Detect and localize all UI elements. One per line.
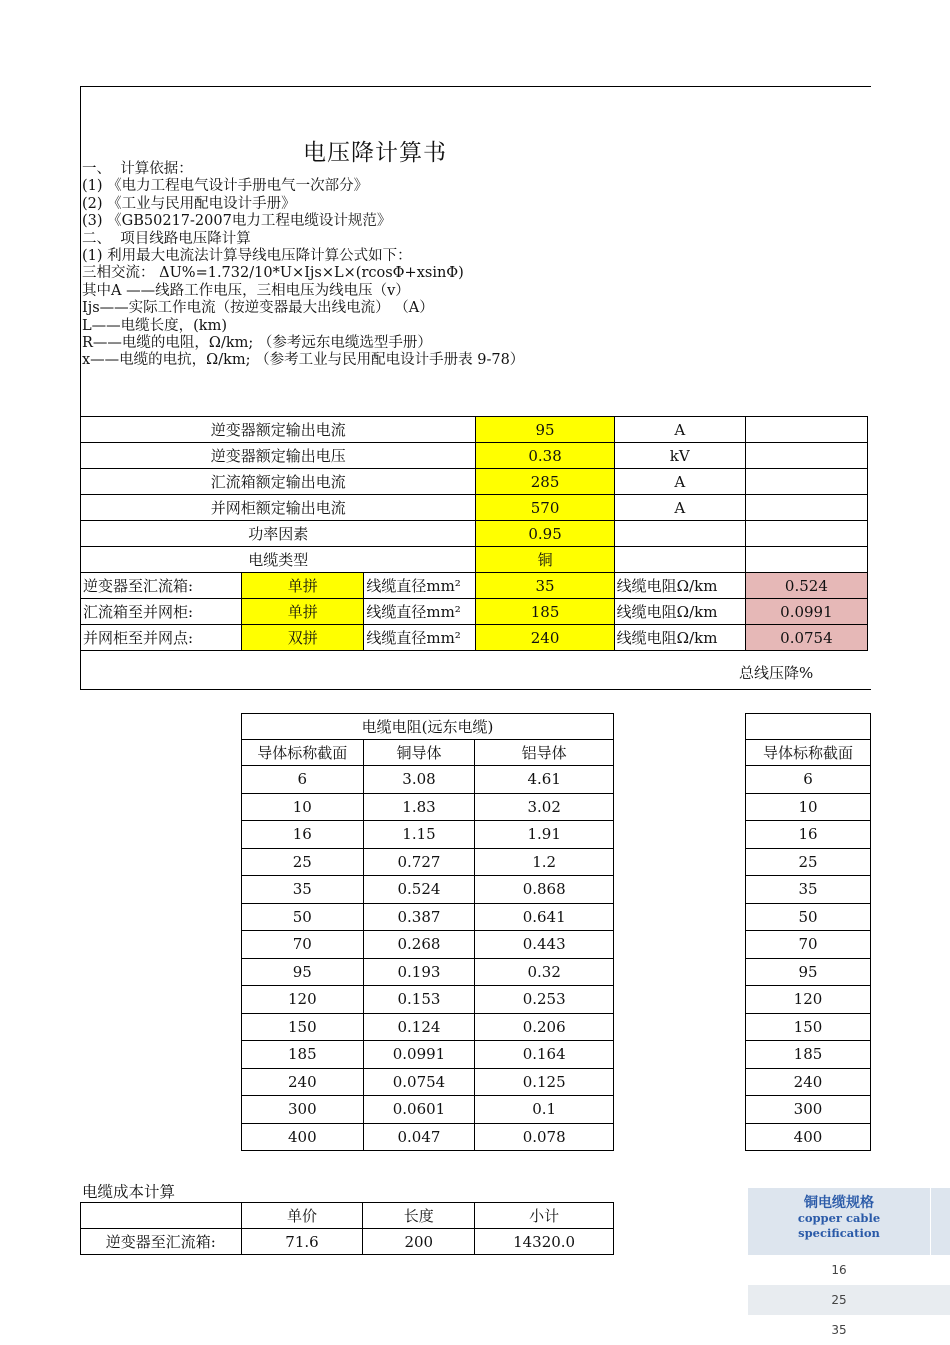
page-title: 电压降计算书 [303,140,447,166]
table-row [746,931,871,959]
second-cell: 300 [746,1096,871,1124]
parameter-table [80,416,868,651]
table-row [746,1123,871,1151]
spec-row-side [930,1315,950,1345]
resistance-cell: 3.02 [475,793,614,821]
param-empty [745,521,867,547]
resistance-cell: 0.868 [475,876,614,904]
description-line: x——电缆的电抗，Ω/km; （参考工业与民用配电设计手册表 9-78） [82,352,525,369]
resistance-header: 导体标称截面 [242,740,364,766]
segment-mode: 单拼 [242,599,364,625]
second-cell: 50 [746,903,871,931]
second-cell: 120 [746,986,871,1014]
param-empty [745,547,867,573]
cost-header [81,1203,242,1229]
second-cell: 10 [746,793,871,821]
table-row [242,903,614,931]
param-value: 570 [476,495,614,521]
resistance-cell: 6 [242,766,364,794]
resistance-cell: 70 [242,931,364,959]
resistance-cell: 0.047 [363,1123,475,1151]
description-line: R——电缆的电阻，Ω/km; （参考远东电缆选型手册） [82,335,432,352]
cost-cell: 200 [363,1229,475,1255]
spec-title-cn: 铜电缆规格 [804,1195,874,1211]
cost-cell: 逆变器至汇流箱: [81,1229,242,1255]
second-header-row [746,740,871,766]
table-row [746,958,871,986]
description-line: Ijs——实际工作电流（按逆变器最大出线电流） （A） [82,300,434,317]
table-row [242,958,614,986]
param-row [81,443,868,469]
resistance-cell: 0.078 [475,1123,614,1151]
table-row [746,903,871,931]
resistance-table [241,713,614,1151]
spec-title-en1: copper cable [797,1211,881,1225]
resistance-cell: 0.153 [363,986,475,1014]
table-row [746,1068,871,1096]
table-row [242,1123,614,1151]
second-cell: 25 [746,848,871,876]
description-line: 二、 项目线路电压降计算 [82,230,251,247]
table-row [242,876,614,904]
spec-title-en2: specification [798,1226,880,1240]
segment-name: 并网柜至并网点: [81,625,242,651]
resistance-cell: 0.0601 [363,1096,475,1124]
param-row [81,521,868,547]
table-row [746,848,871,876]
total-drop-label: 总线压降% [739,664,814,682]
description-line: (1) 《电力工程电气设计手册电气一次部分》 [82,178,369,195]
param-empty [745,443,867,469]
param-unit: A [614,495,745,521]
segment-mode: 单拼 [242,573,364,599]
description-lines [82,161,524,370]
resistance-cell: 185 [242,1041,364,1069]
segment-res-label: 线缆电阻Ω/km [614,573,745,599]
spec-row: 35 [748,1315,930,1345]
cost-header-row [81,1203,614,1229]
description-line: (3) 《GB50217-2007电力工程电缆设计规范》 [82,213,392,230]
description-line: 三相交流： ΔU%=1.732/10*U×Ijs×L×(rcosΦ+xsinΦ) [82,265,464,282]
second-cell: 240 [746,1068,871,1096]
resistance-cell: 150 [242,1013,364,1041]
resistance-header-row [242,740,614,766]
second-blank [746,714,871,740]
resistance-cell: 0.387 [363,903,475,931]
param-label: 并网柜额定输出电流 [81,495,476,521]
resistance-cell: 25 [242,848,364,876]
second-cell: 6 [746,766,871,794]
param-row [81,547,868,573]
spec-row-side [930,1285,950,1315]
segment-name: 逆变器至汇流箱: [81,573,242,599]
resistance-cell: 0.443 [475,931,614,959]
spec-row: 25 [748,1285,930,1315]
table-row [746,821,871,849]
table-row [242,848,614,876]
table-row [746,793,871,821]
segment-mode: 双拼 [242,625,364,651]
param-value: 95 [476,417,614,443]
spec-row-side [930,1255,950,1285]
table-row [242,1041,614,1069]
param-empty [745,417,867,443]
second-cell: 400 [746,1123,871,1151]
second-cell: 185 [746,1041,871,1069]
resistance-cell: 0.1 [475,1096,614,1124]
second-cell: 150 [746,1013,871,1041]
resistance-cell: 400 [242,1123,364,1151]
resistance-cell: 240 [242,1068,364,1096]
segment-name: 汇流箱至并网柜: [81,599,242,625]
resistance-cell: 0.727 [363,848,475,876]
resistance-header: 铝导体 [475,740,614,766]
table-row [242,1096,614,1124]
cost-header: 长度 [363,1203,475,1229]
segment-dia-label: 线缆直径mm² [364,625,476,651]
resistance-cell: 16 [242,821,364,849]
segment-res: 0.0754 [745,625,867,651]
spec-row: 16 [748,1255,930,1285]
segment-row [81,573,868,599]
second-cell: 35 [746,876,871,904]
table-row [242,1068,614,1096]
resistance-cell: 0.253 [475,986,614,1014]
param-row [81,469,868,495]
segment-dia-label: 线缆直径mm² [364,599,476,625]
description-line: 一、 计算依据： [82,161,193,177]
resistance-cell: 1.2 [475,848,614,876]
cost-title: 电缆成本计算 [82,1183,176,1201]
table-row [746,876,871,904]
segment-row [81,625,868,651]
resistance-cell: 0.0754 [363,1068,475,1096]
resistance-cell: 0.32 [475,958,614,986]
second-cell: 70 [746,931,871,959]
param-label: 功率因素 [81,521,476,547]
resistance-cell: 300 [242,1096,364,1124]
param-label: 逆变器额定输出电流 [81,417,476,443]
resistance-cell: 1.91 [475,821,614,849]
param-row [81,495,868,521]
resistance-cell: 4.61 [475,766,614,794]
description-line: 其中A ——线路工作电压，三相电压为线电压（v） [82,282,410,299]
table-row [746,1013,871,1041]
spec-image-side [930,1188,950,1256]
param-label: 逆变器额定输出电压 [81,443,476,469]
cost-header: 小计 [475,1203,614,1229]
table-row [242,821,614,849]
table-row [746,1096,871,1124]
resistance-cell: 0.268 [363,931,475,959]
cost-cell: 71.6 [241,1229,363,1255]
second-header: 导体标称截面 [746,740,871,766]
resistance-title-row [242,714,614,740]
description-line: L——电缆长度，(km) [82,317,227,334]
resistance-cell: 50 [242,903,364,931]
param-unit [614,521,745,547]
resistance-cell: 0.164 [475,1041,614,1069]
param-unit: A [614,469,745,495]
resistance-cell: 0.206 [475,1013,614,1041]
table-row [746,1041,871,1069]
param-empty [745,495,867,521]
segment-res: 0.0991 [745,599,867,625]
second-section-table [745,713,871,1151]
spec-image-title [748,1196,930,1241]
param-value: 285 [476,469,614,495]
param-value: 0.95 [476,521,614,547]
segment-dia-label: 线缆直径mm² [364,573,476,599]
second-blank-row [746,714,871,740]
segment-row [81,599,868,625]
resistance-cell: 3.08 [363,766,475,794]
segment-dia: 185 [476,599,614,625]
resistance-cell: 35 [242,876,364,904]
cost-row [81,1229,614,1255]
resistance-title: 电缆电阻(远东电缆) [242,714,614,740]
resistance-header: 铜导体 [363,740,475,766]
second-cell: 16 [746,821,871,849]
param-value: 0.38 [476,443,614,469]
cost-header: 单价 [241,1203,363,1229]
resistance-cell: 0.125 [475,1068,614,1096]
table-row [746,986,871,1014]
resistance-cell: 0.524 [363,876,475,904]
table-row [746,766,871,794]
segment-res-label: 线缆电阻Ω/km [614,625,745,651]
param-unit: A [614,417,745,443]
table-row [242,986,614,1014]
cost-table [80,1202,614,1255]
table-row [242,766,614,794]
param-row [81,417,868,443]
param-label: 汇流箱额定输出电流 [81,469,476,495]
resistance-cell: 95 [242,958,364,986]
resistance-cell: 0.0991 [363,1041,475,1069]
param-value: 铜 [476,547,614,573]
param-label: 电缆类型 [81,547,476,573]
param-empty [745,469,867,495]
resistance-cell: 10 [242,793,364,821]
description-line: (1) 利用最大电流法计算导线电压降计算公式如下： [82,248,412,265]
description-line: (2) 《工业与民用配电设计手册》 [82,195,296,212]
cost-cell: 14320.0 [475,1229,614,1255]
resistance-cell: 120 [242,986,364,1014]
param-unit: kV [614,443,745,469]
table-row [242,931,614,959]
second-cell: 95 [746,958,871,986]
table-row [242,793,614,821]
resistance-cell: 1.15 [363,821,475,849]
resistance-cell: 0.193 [363,958,475,986]
resistance-cell: 0.124 [363,1013,475,1041]
segment-res: 0.524 [745,573,867,599]
resistance-cell: 1.83 [363,793,475,821]
table-row [242,1013,614,1041]
segment-res-label: 线缆电阻Ω/km [614,599,745,625]
segment-dia: 240 [476,625,614,651]
param-unit [614,547,745,573]
resistance-cell: 0.641 [475,903,614,931]
segment-dia: 35 [476,573,614,599]
